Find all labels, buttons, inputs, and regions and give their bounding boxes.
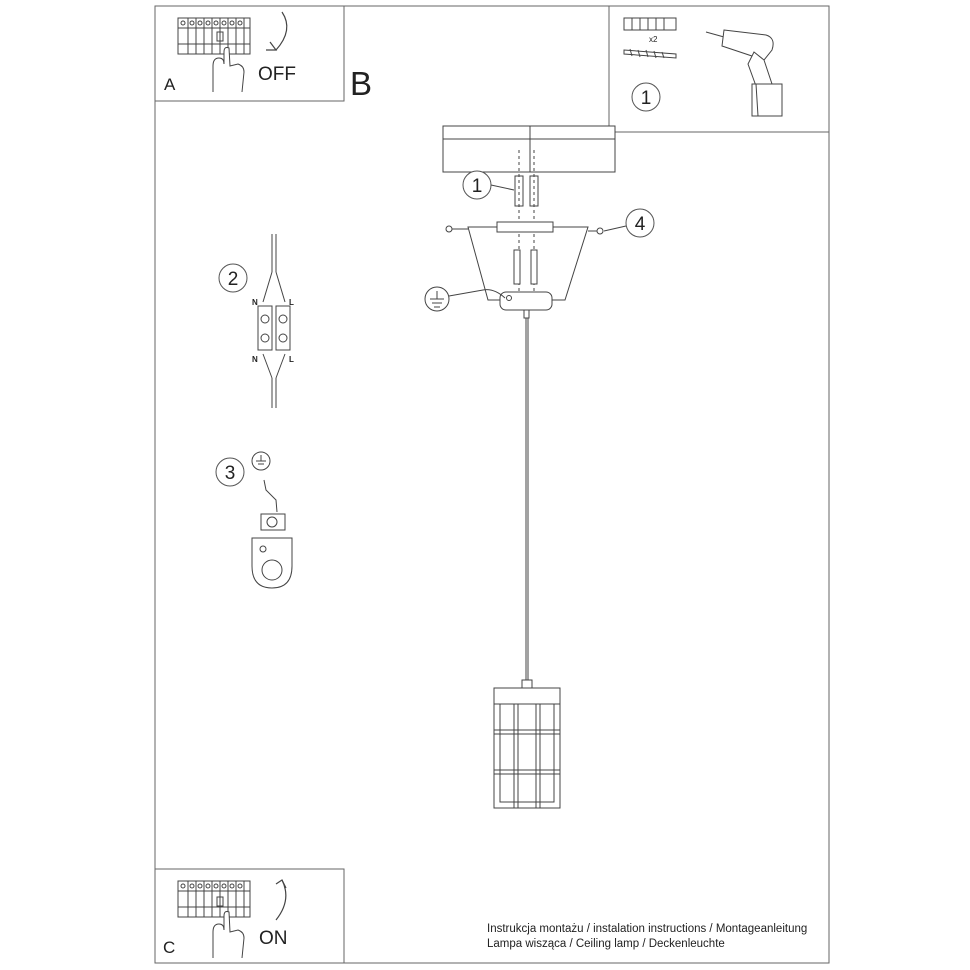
cord-connector	[524, 310, 529, 318]
wiring-step-number: 2	[227, 269, 239, 290]
footer-line-instructions: Instrukcja montażu / instalation instructions / Montageanleitung	[487, 923, 808, 935]
off-label: OFF	[258, 64, 296, 85]
terminal-label-n-top: N	[252, 298, 258, 307]
terminal-label-l-bottom: L	[289, 355, 294, 364]
terminal-label-l-top: L	[289, 298, 294, 307]
anchors-step-number: 1	[471, 176, 483, 197]
hardware-box	[609, 6, 829, 132]
panel-a-letter: A	[164, 75, 176, 94]
panel-a	[155, 6, 344, 101]
hardware-quantity: x2	[649, 35, 658, 44]
ground-step-number: 3	[224, 463, 236, 484]
on-label: ON	[259, 928, 288, 949]
footer-line-product: Lampa wisząca / Ceiling lamp / Deckenleuchte	[487, 938, 725, 950]
panel-c	[155, 869, 344, 963]
canopy-base	[500, 292, 552, 310]
panel-b-letter: B	[350, 65, 373, 102]
hardware-step-number: 1	[640, 88, 652, 109]
ceiling-block	[443, 126, 615, 172]
panel-c-letter: C	[163, 938, 176, 957]
footer-text	[487, 922, 807, 952]
terminal-label-n-bottom: N	[252, 355, 258, 364]
screws-step-number: 4	[634, 214, 646, 235]
